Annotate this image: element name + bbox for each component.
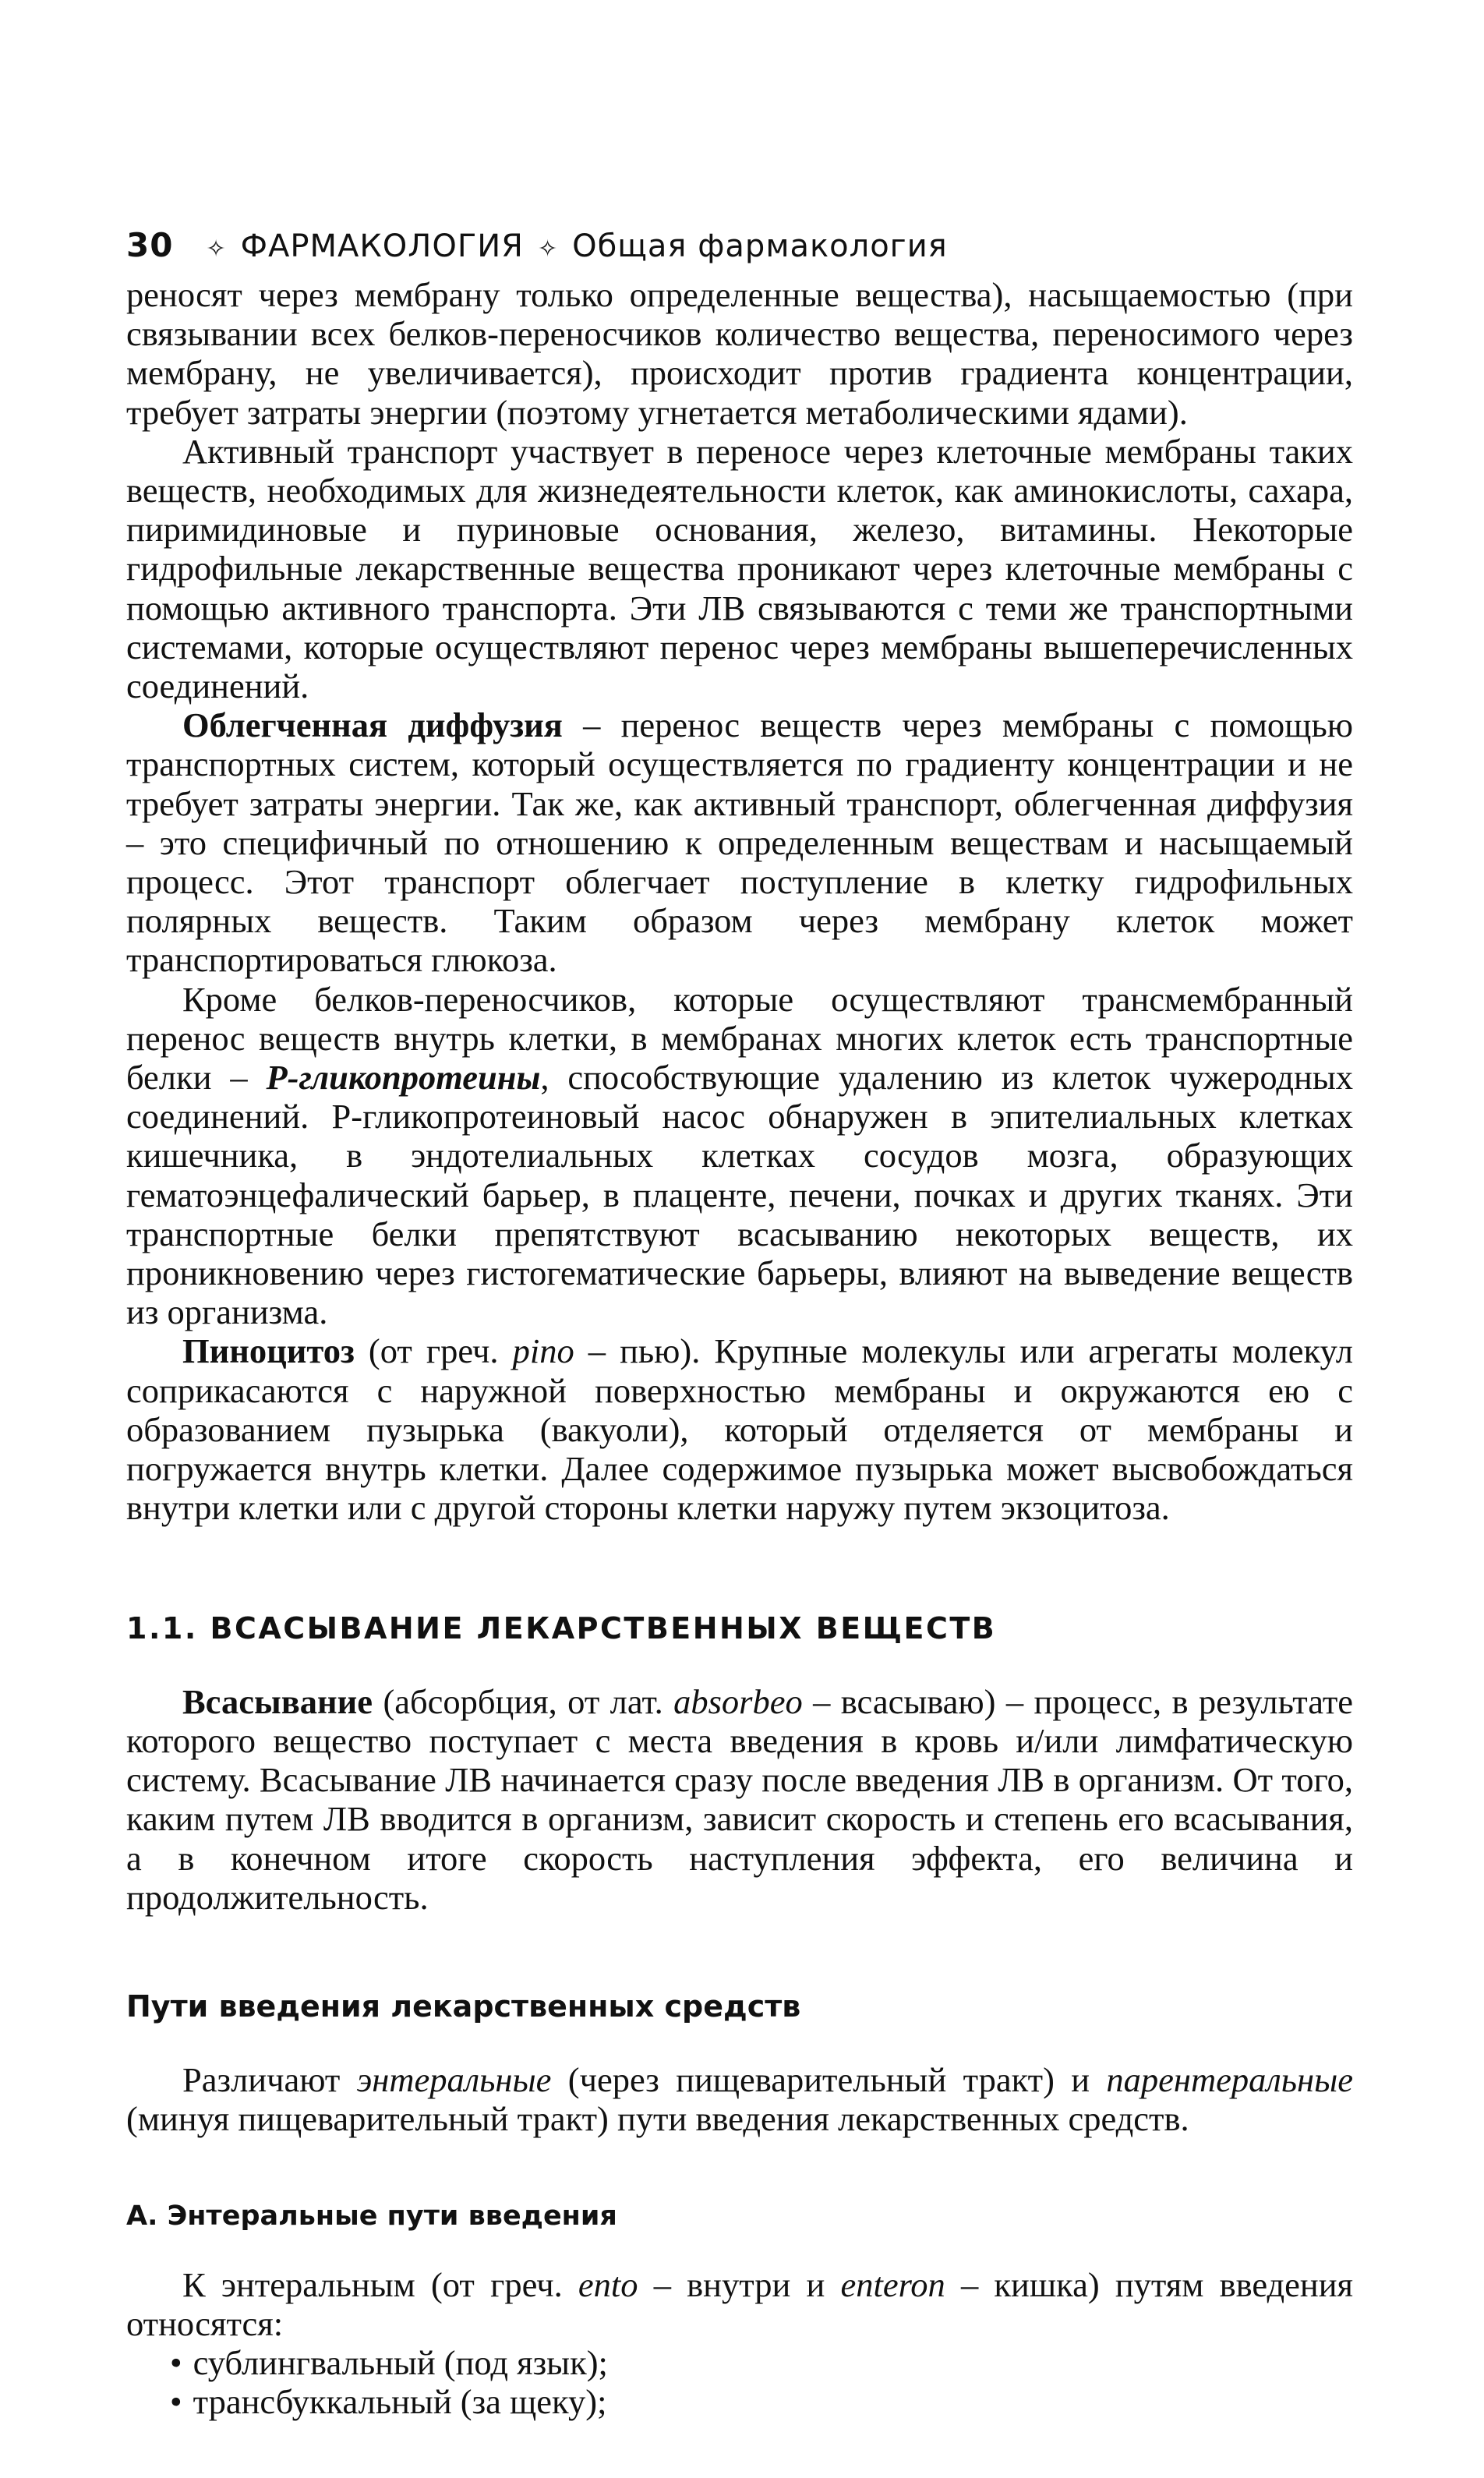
page-body (126, 275, 1353, 2422)
term-p-glycoproteins: P-гликопротеины (266, 1058, 541, 1098)
book-title: ФАРМАКОЛОГИЯ (240, 228, 524, 264)
list-item: • сублингвальный (под язык); (170, 2343, 1353, 2382)
paragraph-text: Активный транспорт участвует в переносе через клеточные мембраны таких веществ, необходимых для жизнедеятельности клеток, как аминокислоты, сахара, пиримидиновые и пуриновые основания, железо, витамины. Некоторые гидрофильные лекарственные вещества проникают через клеточные мембраны с помощью активного транспорта. Эти ЛВ связываются с теми же транспортными системами, которые осуществляют перенос через мембраны вышеперечисленных соединений. (126, 431, 1353, 706)
paragraph-text: – внутри и (638, 2264, 841, 2304)
paragraph-pinocytosis (126, 1331, 1353, 1527)
paragraph-text: – перенос веществ через мембраны с помощью транспортных систем, который осуществляется по градиенту концентрации и не требует затраты энергии. Так же, как активный транспорт, облегченная диффузия – это специфичный по отношению к определенным веществам и насыщаемый процесс. Этот транспорт облегчает поступление в клетку гидрофильных полярных веществ. Таким образом через мембрану клеток может транспортироваться глюкоза. (126, 705, 1353, 980)
diamond-separator-icon: ✧ (206, 235, 227, 263)
paragraph-absorption (126, 1682, 1353, 1917)
book-page (126, 226, 1353, 2422)
paragraph-text: , способствующие удалению из клеток чужеродных соединений. Р-гликопротеиновый насос обнаружен в эпителиальных клетках кишечника, в эндотелиальных клетках сосудов мозга, образующих гематоэнцефалический барьер, в плаценте, печени, почках и других тканях. Эти транспортные белки препятствуют всасыванию некоторых веществ, их проникновению через гистогематические барьеры, влияют на выведение веществ из организма. (126, 1058, 1353, 1332)
greek-word-enteron: enteron (840, 2264, 945, 2304)
paragraph-text: Различают (182, 2060, 357, 2100)
paragraph-text: реносят через мембрану только определенные вещества), насыщаемостью (при связывании всех белков-переносчиков количество вещества, переносимого через мембрану, не увеличивается), происходит против градиента концентрации, требует затраты энергии (поэтому угнетается метаболическими ядами). (126, 275, 1353, 432)
paragraph-active-transport (126, 432, 1353, 705)
paragraph-text: – кишка) путям введения относятся: (126, 2264, 1353, 2343)
paragraph-text: (минуя пищеварительный тракт) пути введения лекарственных средств. (126, 2099, 1189, 2139)
paragraph-text: (от греч. (354, 1331, 513, 1371)
paragraph-text: (абсорбция, от лат. (373, 1681, 674, 1721)
paragraph-routes (126, 2060, 1353, 2138)
greek-word-ento: ento (578, 2264, 638, 2304)
term-pinocytosis: Пиноцитоз (182, 1331, 355, 1371)
diamond-separator-icon: ✧ (537, 235, 559, 263)
running-head (126, 226, 1353, 264)
paragraph-facilitated-diffusion (126, 705, 1353, 979)
paragraph-enteral (126, 2265, 1353, 2343)
list-item: • трансбуккальный (за щеку); (170, 2382, 1353, 2421)
paragraph-text: – пью). Крупные молекулы или агрегаты молекул соприкасаются с наружной поверхностью мембраны и окружаются ею с образованием пузырька (вакуоли), который отделяется от мембраны и погружается внутрь клетки. Далее содержимое пузырька может высвобождаться внутри клетки или с другой стороны клетки наружу путем экзоцитоза. (126, 1331, 1353, 1528)
chapter-title: Общая фармакология (572, 228, 948, 264)
term-enteral: энтеральные (356, 2060, 552, 2100)
paragraph-text: – всасываю) – процесс, в результате которого вещество поступает с места введения в кровь и/или лимфатическую систему. Всасывание ЛВ начинается сразу после введения ЛВ в организм. От того, каким путем ЛВ вводится в организм, зависит скорость и степень его всасывания, а в конечном итоге скорость наступления эффекта, его величина и продолжительность. (126, 1681, 1354, 1917)
term-absorption: Всасывание (182, 1681, 373, 1721)
subsection-heading-routes: Пути введения лекарственных средств (126, 1988, 801, 2024)
latin-word-absorbeo: absorbeo (673, 1681, 803, 1721)
term-parenteral: парентеральные (1106, 2060, 1353, 2100)
page-number: 30 (126, 226, 174, 264)
term-facilitated-diffusion: Облегченная диффузия (182, 705, 563, 745)
paragraph-text: Кроме белков-переносчиков, которые осуществляют трансмембранный перенос веществ внутрь клетки, в мембранах многих клеток есть транспортные белки – (126, 979, 1353, 1098)
paragraph-text: (через пищеварительный тракт) и (551, 2060, 1107, 2100)
latin-word-pino: pino (512, 1331, 574, 1371)
subsubsection-heading-enteral: А. Энтеральные пути введения (126, 2200, 617, 2232)
paragraph-p-glycoproteins (126, 980, 1353, 1332)
enteral-routes-list (126, 2343, 1353, 2421)
section-heading-absorption: 1.1. ВСАСЫВАНИЕ ЛЕКАРСТВЕННЫХ ВЕЩЕСТВ (126, 1610, 997, 1646)
paragraph-text: К энтеральным (от греч. (182, 2264, 578, 2304)
paragraph-continued (126, 275, 1353, 432)
